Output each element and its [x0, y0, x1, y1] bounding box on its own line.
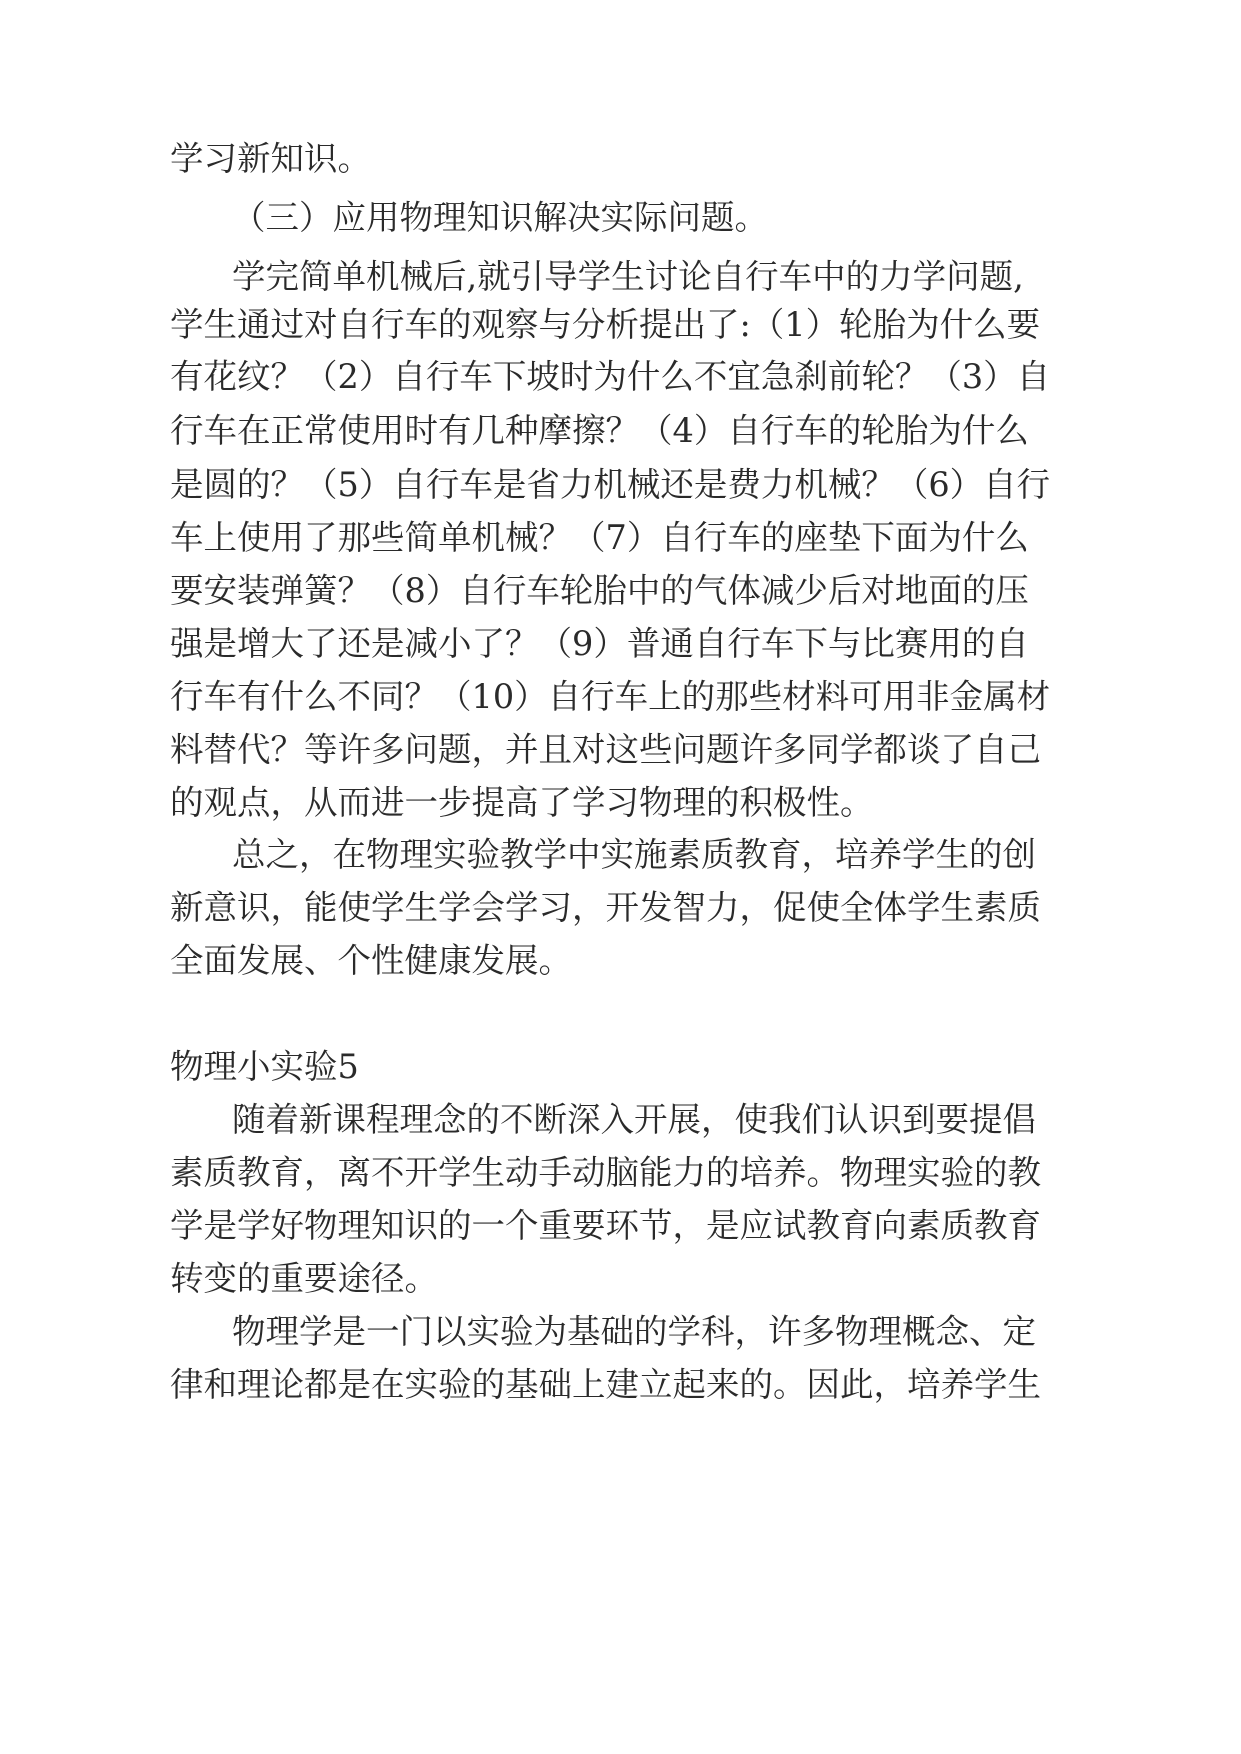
text-line: 有花纹？（2）自行车下坡时为什么不宜急刹前轮？（3）自	[170, 357, 1051, 396]
text-line: 总之，在物理实验教学中实施素质教育，培养学生的创	[232, 835, 1036, 874]
text-line: 随着新课程理念的不断深入开展，使我们认识到要提倡	[232, 1100, 1036, 1139]
text-line: 行车有什么不同？（10）自行车上的那些材料可用非金属材	[170, 677, 1051, 716]
text-line: 物理学是一门以实验为基础的学科，许多物理概念、定	[232, 1312, 1036, 1351]
text-line: 要安装弹簧？（8）自行车轮胎中的气体减少后对地面的压	[170, 571, 1029, 610]
text-line: 素质教育，离不开学生动手动脑能力的培养。物理实验的教	[170, 1153, 1041, 1192]
text-line: 的观点，从而进一步提高了学习物理的积极性。	[170, 783, 874, 822]
text-line: 新意识，能使学生学会学习，开发智力，促使全体学生素质	[170, 888, 1041, 927]
text-line: 律和理论都是在实验的基础上建立起来的。因此，培养学生	[170, 1365, 1041, 1404]
text-line: 强是增大了还是减小了？（9）普通自行车下与比赛用的自	[170, 624, 1029, 663]
text-line: 全面发展、个性健康发展。	[170, 941, 572, 980]
text-line: 转变的重要途径。	[170, 1259, 438, 1298]
text-line: 行车在正常使用时有几种摩擦？（4）自行车的轮胎为什么	[170, 411, 1029, 450]
text-line: 学是学好物理知识的一个重要环节，是应试教育向素质教育	[170, 1206, 1041, 1245]
text-line: 料替代？等许多问题，并且对这些问题许多同学都谈了自己	[170, 730, 1041, 769]
text-line: 是圆的？（5）自行车是省力机械还是费力机械？（6）自行	[170, 465, 1051, 504]
text-line: 学完简单机械后,就引导学生讨论自行车中的力学问题,	[232, 257, 1024, 296]
text-line: 学生通过对自行车的观察与分析提出了:（1）轮胎为什么要	[170, 305, 1041, 344]
text-line: 学习新知识。	[170, 139, 371, 178]
text-line: 车上使用了那些简单机械？（7）自行车的座垫下面为什么	[170, 518, 1029, 557]
section-heading: （三）应用物理知识解决实际问题。	[232, 198, 768, 237]
section-title: 物理小实验5	[170, 1047, 359, 1086]
